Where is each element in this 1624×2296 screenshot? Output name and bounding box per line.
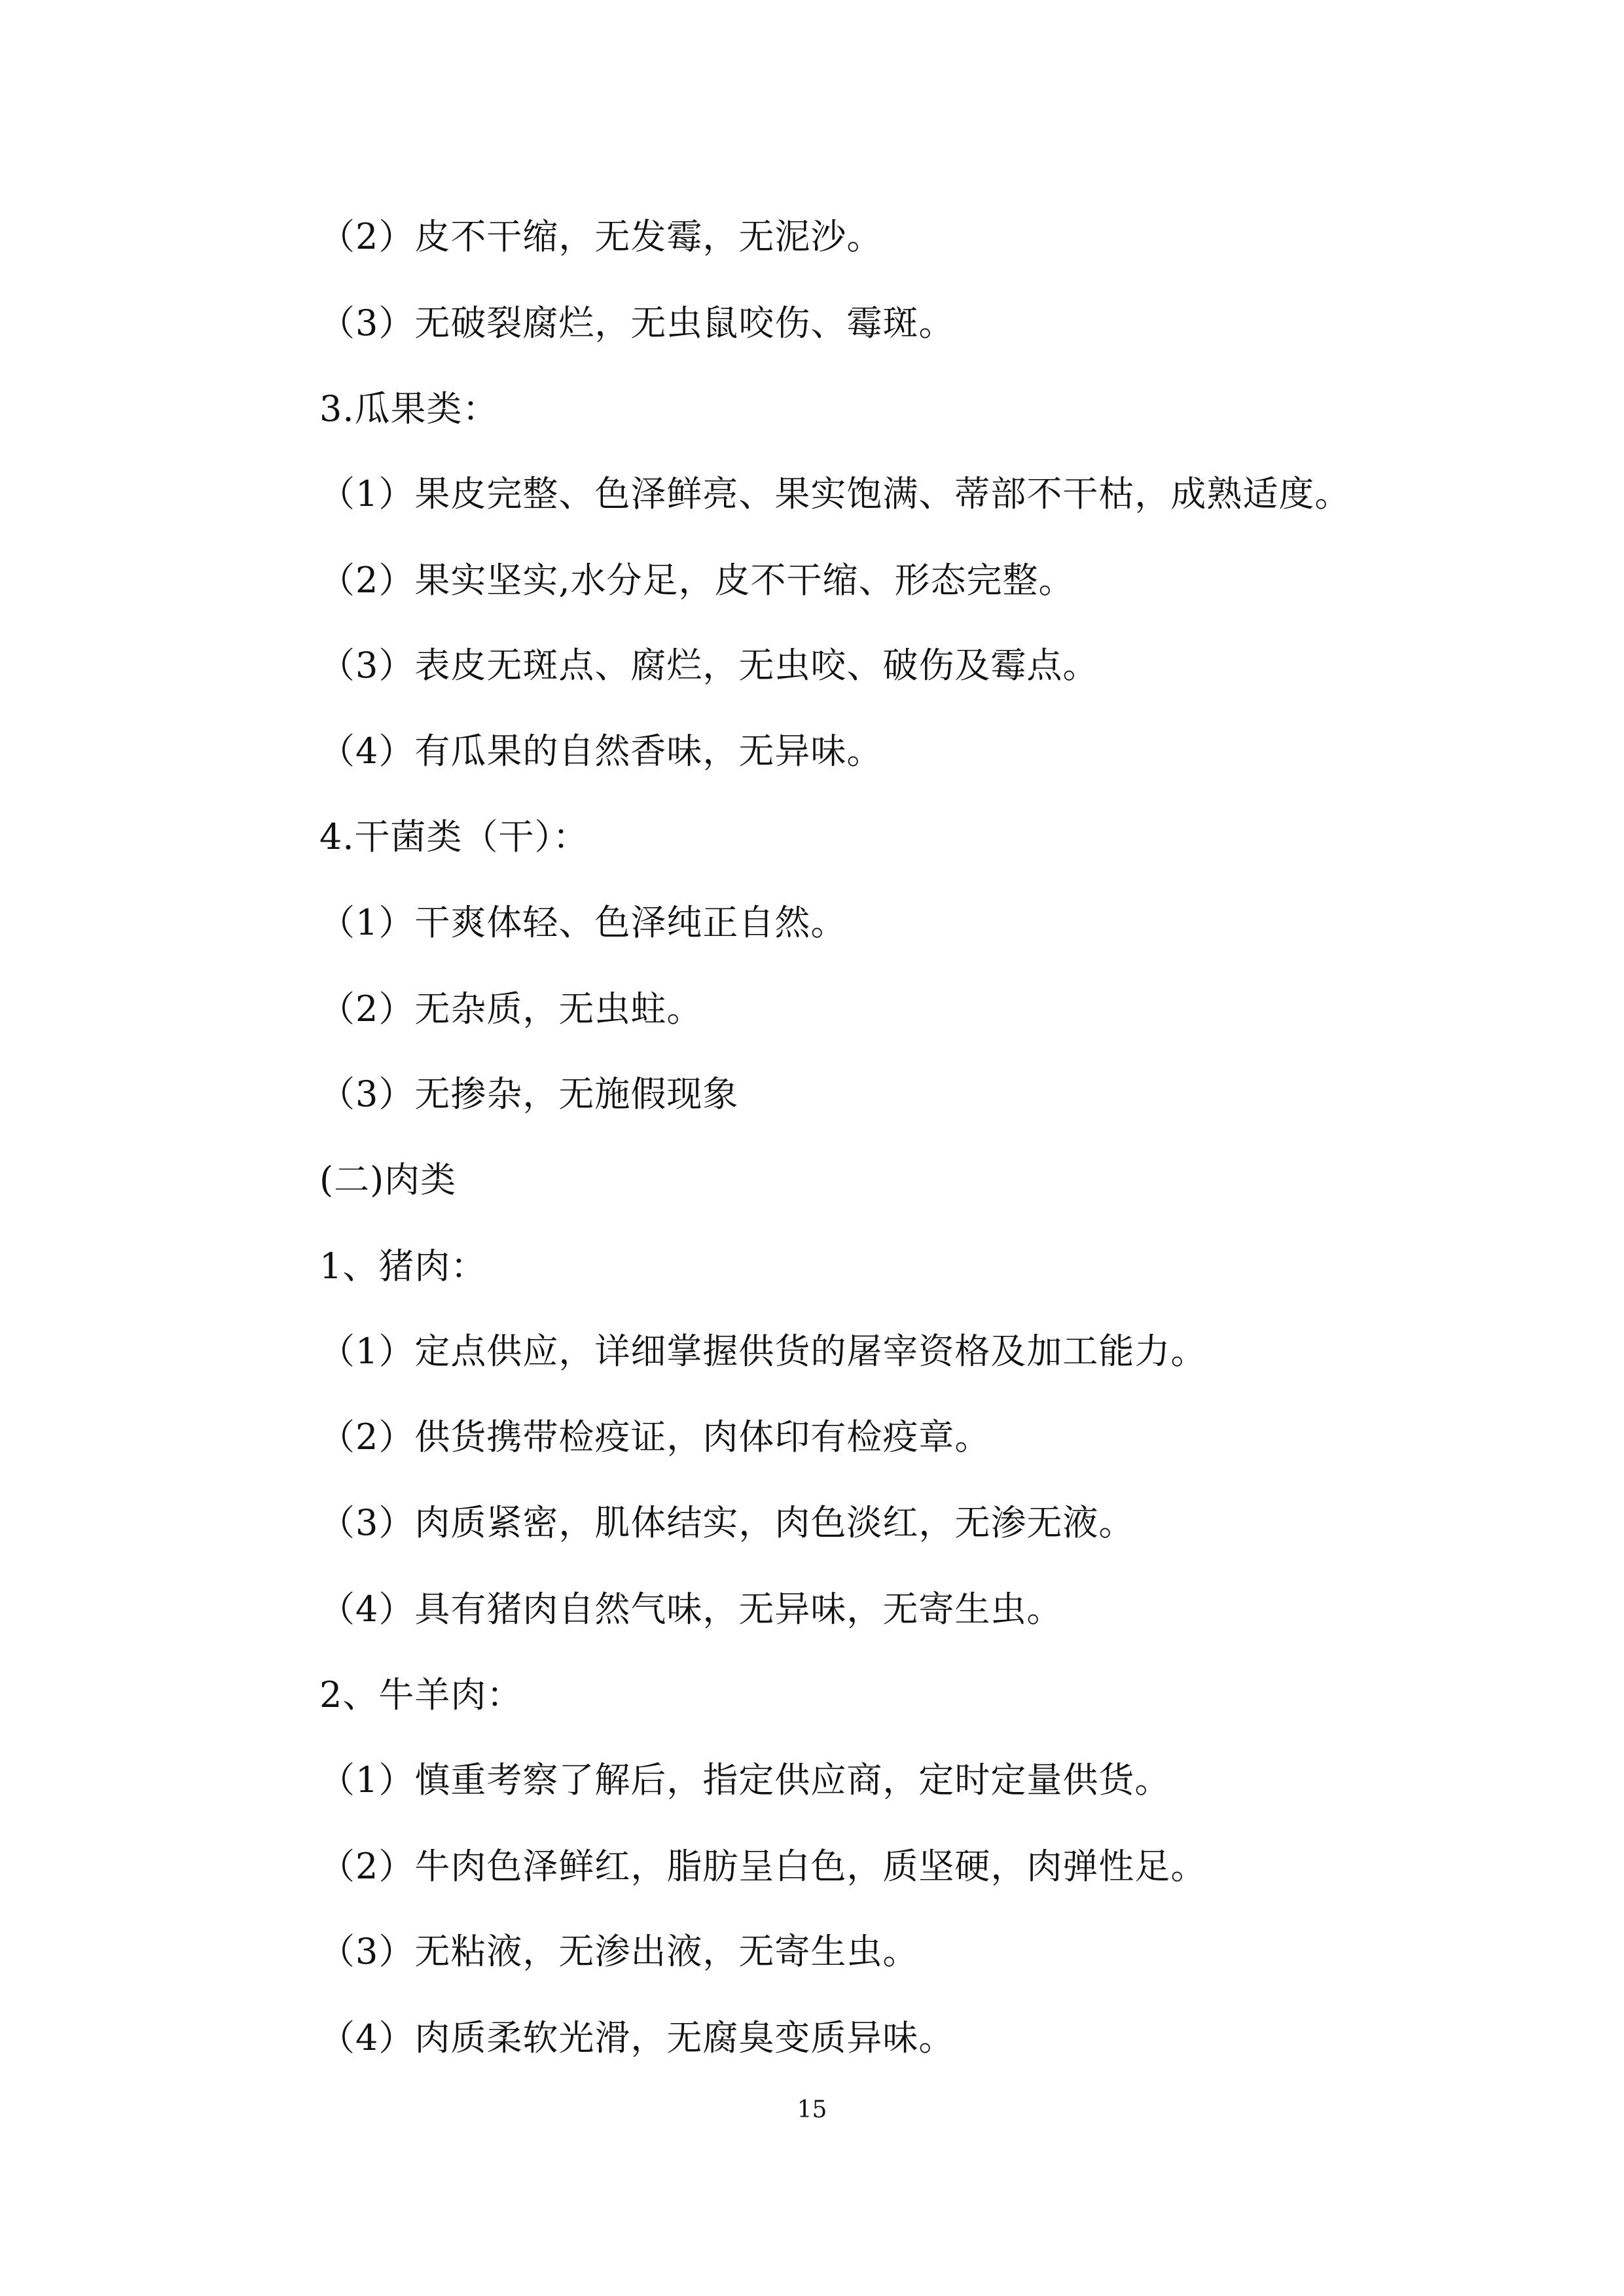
section-heading: (二)肉类 — [319, 1159, 457, 1200]
paragraph-line: （1）慎重考察了解后，指定供应商，定时定量供货。 — [319, 1759, 1171, 1801]
paragraph-line: （4）有瓜果的自然香味，无异味。 — [319, 730, 883, 772]
paragraph-line: （3）无破裂腐烂，无虫鼠咬伤、霉斑。 — [319, 302, 955, 344]
paragraph-line: （2）牛肉色泽鲜红，脂肪呈白色，质坚硬，肉弹性足。 — [319, 1846, 1207, 1887]
paragraph-line: （3）表皮无斑点、腐烂，无虫咬、破伤及霉点。 — [319, 645, 1099, 686]
paragraph-line: （1）定点供应，详细掌握供货的屠宰资格及加工能力。 — [319, 1331, 1207, 1372]
paragraph-line: （3）无掺杂，无施假现象 — [319, 1073, 739, 1115]
paragraph-line: （2）皮不干缩，无发霉，无泥沙。 — [319, 216, 883, 257]
paragraph-line: （4）具有猪肉自然气味，无异味，无寄生虫。 — [319, 1588, 1063, 1630]
section-heading: 4.干菌类（干）： — [319, 816, 589, 857]
paragraph-line: （1）果皮完整、色泽鲜亮、果实饱满、蒂部不干枯，成熟适度。 — [319, 473, 1351, 514]
paragraph-line: （2）无杂质，无虫蛀。 — [319, 988, 703, 1030]
paragraph-line: （4）肉质柔软光滑，无腐臭变质异味。 — [319, 2017, 955, 2058]
section-heading: 3.瓜果类： — [319, 388, 499, 429]
page-number: 15 — [797, 2096, 827, 2123]
section-heading: 1、猪肉： — [319, 1246, 487, 1287]
section-heading: 2、牛羊肉： — [319, 1674, 523, 1715]
paragraph-line: （2）供货携带检疫证，肉体印有检疫章。 — [319, 1416, 991, 1458]
paragraph-line: （3）无粘液，无渗出液，无寄生虫。 — [319, 1931, 919, 1972]
paragraph-line: （3）肉质紧密，肌体结实，肉色淡红，无渗无液。 — [319, 1502, 1135, 1543]
paragraph-line: （2）果实坚实,水分足，皮不干缩、形态完整。 — [319, 560, 1075, 601]
paragraph-line: （1）干爽体轻、色泽纯正自然。 — [319, 902, 847, 943]
